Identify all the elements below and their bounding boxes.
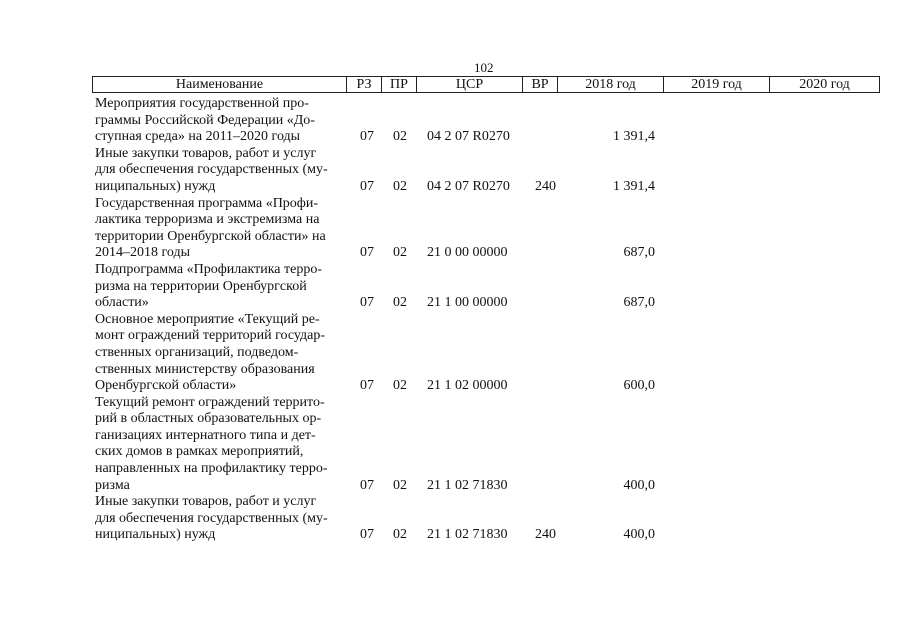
- row-pr: 02: [393, 477, 407, 493]
- row-vr: 240: [535, 178, 556, 194]
- table-row: [95, 395, 875, 495]
- table-header: [92, 76, 880, 93]
- row-name-line: ственных министерству образования: [95, 361, 315, 377]
- table-row: [95, 262, 875, 312]
- row-name: [95, 96, 342, 146]
- row-name-line: для обеспечения государственных (му-: [95, 162, 328, 178]
- table-row: [95, 196, 875, 262]
- row-pr: 02: [393, 527, 407, 543]
- row-rz: 07: [360, 477, 374, 493]
- header-2018: 2018 год: [558, 77, 664, 92]
- row-name: [95, 262, 342, 312]
- row-name: [95, 146, 342, 196]
- row-name-line: Мероприятия государственной про-: [95, 96, 309, 111]
- row-name-line: направленных на профилактику терро-: [95, 461, 328, 477]
- row-pr: 02: [393, 178, 407, 194]
- table-row: [95, 96, 875, 146]
- row-name-line: ниципальных) нужд: [95, 527, 216, 543]
- row-csr: 04 2 07 R0270: [427, 129, 510, 145]
- table-row: [95, 494, 875, 544]
- row-csr: 21 1 02 00000: [427, 378, 508, 394]
- row-csr: 21 1 00 00000: [427, 295, 508, 311]
- row-name-line: рий в областных образовательных ор-: [95, 411, 322, 427]
- header-csr: ЦСР: [417, 77, 523, 92]
- row-name-line: ских домов в рамках мероприятий,: [95, 444, 304, 460]
- row-name-line: области»: [95, 295, 149, 311]
- row-name-line: ризма на территории Оренбургской: [95, 278, 307, 294]
- row-pr: 02: [393, 378, 407, 394]
- row-name-line: Подпрограмма «Профилактика терро-: [95, 261, 323, 277]
- row-2018: 687,0: [623, 295, 655, 311]
- row-rz: 07: [360, 378, 374, 394]
- row-name-line: ственных организаций, подведом-: [95, 344, 299, 360]
- row-csr: 21 1 02 71830: [427, 527, 508, 543]
- row-pr: 02: [393, 245, 407, 261]
- row-rz: 07: [360, 129, 374, 145]
- row-name-line: Текущий ремонт ограждений террито-: [95, 394, 325, 410]
- row-name-line: Государственная программа «Профи-: [95, 195, 319, 211]
- row-name-line: ниципальных) нужд: [95, 178, 216, 194]
- row-2018: 1 391,4: [613, 129, 655, 145]
- row-name-line: ризма: [95, 477, 130, 493]
- row-name-line: ганизациях интернатного типа и дет-: [95, 427, 316, 443]
- row-name-line: Иные закупки товаров, работ и услуг: [95, 145, 317, 161]
- table-row: [95, 312, 875, 395]
- page-number: 102: [474, 60, 494, 75]
- row-2018: 600,0: [623, 378, 655, 394]
- row-name-line: лактика терроризма и экстремизма на: [95, 212, 320, 228]
- row-csr: 04 2 07 R0270: [427, 178, 510, 194]
- row-rz: 07: [360, 527, 374, 543]
- row-2018: 400,0: [623, 527, 655, 543]
- row-name-line: монт ограждений территорий государ-: [95, 328, 326, 344]
- row-rz: 07: [360, 245, 374, 261]
- row-name-line: территории Оренбургской области» на: [95, 228, 326, 244]
- row-rz: 07: [360, 178, 374, 194]
- row-name: [95, 494, 342, 544]
- table-row: [95, 146, 875, 196]
- header-pr: ПР: [382, 77, 417, 92]
- row-vr: 240: [535, 527, 556, 543]
- row-name: [95, 312, 342, 395]
- row-name-line: Оренбургской области»: [95, 378, 237, 394]
- row-name-line: Иные закупки товаров, работ и услуг: [95, 494, 317, 510]
- header-2019: 2019 год: [664, 77, 770, 92]
- row-name-line: для обеспечения государственных (му-: [95, 510, 328, 526]
- row-name: [95, 395, 342, 495]
- header-name: Наименование: [93, 77, 347, 92]
- header-rz: РЗ: [347, 77, 382, 92]
- row-name-line: граммы Российской Федерации «До-: [95, 112, 315, 128]
- row-rz: 07: [360, 295, 374, 311]
- row-pr: 02: [393, 129, 407, 145]
- table-body: [95, 96, 875, 544]
- row-pr: 02: [393, 295, 407, 311]
- row-name-line: ступная среда» на 2011–2020 годы: [95, 129, 301, 145]
- row-2018: 687,0: [623, 245, 655, 261]
- row-2018: 400,0: [623, 477, 655, 493]
- row-csr: 21 1 02 71830: [427, 477, 508, 493]
- row-csr: 21 0 00 00000: [427, 245, 508, 261]
- row-2018: 1 391,4: [613, 178, 655, 194]
- row-name-line: 2014–2018 годы: [95, 245, 191, 261]
- row-name-line: Основное мероприятие «Текущий ре-: [95, 311, 320, 327]
- row-name: [95, 196, 342, 262]
- header-2020: 2020 год: [799, 77, 850, 92]
- header-vr: ВР: [523, 77, 558, 92]
